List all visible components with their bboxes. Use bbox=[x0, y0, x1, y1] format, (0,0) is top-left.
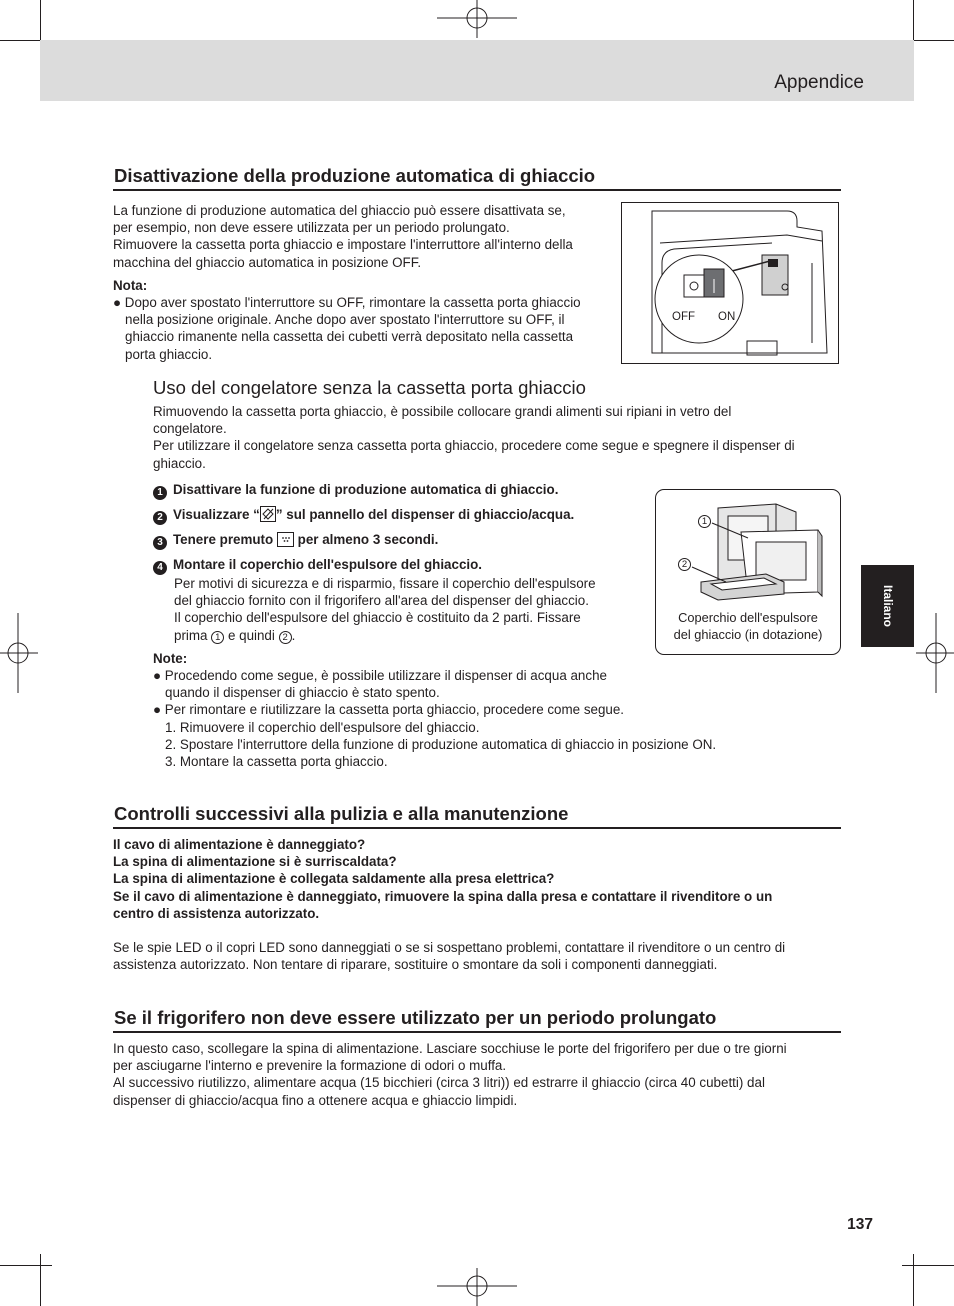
checklist bbox=[113, 836, 843, 922]
paragraph bbox=[153, 403, 843, 472]
text-line bbox=[174, 627, 643, 644]
text-line: congelatore. bbox=[153, 421, 227, 437]
step-title: Montare il coperchio dell'espulsore del ghiaccio. bbox=[173, 557, 483, 572]
step-2 bbox=[153, 506, 574, 525]
note-line: ● Per rimontare e riutilizzare la cassetta porta ghiaccio, procedere come segue. bbox=[153, 702, 625, 718]
text-fragment: . bbox=[291, 627, 296, 643]
text-line: Rimuovendo la cassetta porta ghiaccio, è possibile collocare grandi alimenti sui ripiani in vetro del bbox=[153, 404, 732, 419]
step-number: 2 bbox=[153, 511, 167, 525]
text-line: ● Dopo aver spostato l'interruttore su OFF, rimontare la cassetta porta ghiaccio bbox=[113, 295, 581, 310]
section-title: Controlli successivi alla pulizia e alla manutenzione bbox=[114, 803, 569, 824]
section-rule bbox=[113, 1031, 841, 1033]
ejector-cover-figure bbox=[655, 489, 841, 655]
registration-mark-top bbox=[437, 0, 517, 40]
language-tab-label: Italiano bbox=[880, 584, 895, 628]
step-text-pre: Visualizzare “ bbox=[173, 507, 260, 522]
paragraph bbox=[113, 939, 843, 973]
text-line: porta ghiaccio. bbox=[125, 346, 213, 362]
step-text-post: ” sul pannello del dispenser di ghiaccio/acqua. bbox=[275, 507, 575, 522]
text-line: In questo caso, scollegare la spina di alimentazione. Lasciare socchiuse le porte del frigorifero per due o tre giorni bbox=[113, 1041, 787, 1056]
text-line: Se le spie LED o il copri LED sono danneggiati o se si sospettano problemi, contattare il rivenditore o un centro di bbox=[113, 940, 786, 955]
figure-callout-1: 1 bbox=[698, 515, 711, 528]
caption-line: Coperchio dell'espulsore bbox=[678, 610, 818, 625]
note-line: quando il dispenser di ghiaccio è stato spento. bbox=[165, 685, 440, 701]
paragraph bbox=[113, 1040, 843, 1109]
step-number: 3 bbox=[153, 536, 167, 550]
page-number: 137 bbox=[847, 1216, 873, 1233]
check-line: centro di assistenza autorizzato. bbox=[113, 905, 320, 921]
section-rule bbox=[113, 827, 841, 829]
notes-label: Note: bbox=[153, 651, 188, 666]
text-line: per esempio, non deve essere utilizzata per un periodo prolungato. bbox=[113, 220, 510, 236]
text-line: macchina del ghiaccio automatica in posizione OFF. bbox=[113, 254, 422, 270]
step-3 bbox=[153, 531, 438, 550]
text-line: dispenser di ghiaccio/acqua fino a ottenere acqua e ghiaccio limpidi. bbox=[113, 1092, 518, 1108]
text-fragment: e quindi bbox=[227, 627, 275, 643]
switch-off-label: OFF bbox=[672, 311, 695, 323]
text-line: ghiaccio. bbox=[153, 455, 206, 471]
text-line: Per utilizzare il congelatore senza cassetta porta ghiaccio, procedere come segue e spegnere il dispenser di bbox=[153, 438, 795, 454]
section-label: Appendice bbox=[774, 72, 864, 93]
note-line: 2. Spostare l'interruttore della funzione di produzione automatica di ghiaccio in posizione ON. bbox=[165, 736, 717, 752]
registration-mark-bottom bbox=[437, 1266, 517, 1306]
note-line: ● Procedendo come segue, è possibile utilizzare il dispenser di acqua anche bbox=[153, 668, 607, 683]
switch-on-label: ON bbox=[718, 311, 736, 323]
section-rule bbox=[113, 189, 841, 191]
text-line: per asciugarne l'interno e prevenire la formazione di odori o muffa. bbox=[113, 1058, 507, 1074]
callout-2: 2 bbox=[279, 631, 292, 644]
notes-list bbox=[153, 667, 843, 770]
section-title: Disattivazione della produzione automatica di ghiaccio bbox=[114, 165, 596, 186]
step-number: 4 bbox=[153, 561, 167, 575]
caption-line: del ghiaccio (in dotazione) bbox=[673, 627, 823, 642]
check-line: Se il cavo di alimentazione è danneggiato, rimuovere la spina dalla presa e contattare il rivenditore o un bbox=[113, 888, 773, 904]
ice-off-icon bbox=[260, 506, 276, 522]
callout-1: 1 bbox=[211, 631, 224, 644]
registration-mark-left bbox=[0, 613, 40, 693]
text-line: Al successivo riutilizzo, alimentare acqua (15 bicchieri (circa 3 litri)) ed estrarre il ghiaccio (circa 40 cubetti) dal bbox=[113, 1075, 765, 1091]
figure-callout-2: 2 bbox=[678, 558, 691, 571]
text-line: ghiaccio rimanente nella cassetta dei cubetti verrà depositato nella cassetta bbox=[125, 329, 574, 345]
note-line: 1. Rimuovere il coperchio dell'espulsore del ghiaccio. bbox=[165, 719, 480, 735]
ice-maker-switch-figure bbox=[621, 202, 839, 364]
text-line: La funzione di produzione automatica del ghiaccio può essere disattivata se, bbox=[113, 203, 566, 218]
check-line: La spina di alimentazione è collegata saldamente alla presa elettrica? bbox=[113, 871, 555, 887]
note-line: 3. Montare la cassetta porta ghiaccio. bbox=[165, 754, 388, 770]
section-title: Se il frigorifero non deve essere utilizzato per un periodo prolungato bbox=[114, 1007, 717, 1028]
text-line: Il coperchio dell'espulsore del ghiaccio è costituito da 2 parti. Fissare bbox=[174, 610, 581, 626]
note-label: Nota: bbox=[113, 278, 148, 293]
step-text: Disattivare la funzione di produzione automatica di ghiaccio. bbox=[173, 482, 559, 497]
step-text-post: per almeno 3 secondi. bbox=[297, 532, 439, 547]
text-line: nella posizione originale. Anche dopo aver spostato l'interruttore su OFF, il bbox=[125, 312, 565, 328]
text-fragment: prima bbox=[174, 627, 208, 643]
figure-caption bbox=[656, 609, 840, 643]
step-number: 1 bbox=[153, 486, 167, 500]
dispenser-button-icon bbox=[277, 532, 294, 547]
text-line: Per motivi di sicurezza e di risparmio, fissare il coperchio dell'espulsore bbox=[174, 576, 596, 591]
note-text bbox=[113, 294, 618, 363]
check-line: Il cavo di alimentazione è danneggiato? bbox=[113, 837, 366, 852]
paragraph bbox=[113, 202, 613, 271]
text-line: Rimuovere la cassetta porta ghiaccio e impostare l'interruttore all'interno della bbox=[113, 237, 573, 253]
subsection-title: Uso del congelatore senza la cassetta porta ghiaccio bbox=[153, 377, 586, 398]
step-1 bbox=[153, 481, 558, 500]
registration-mark-right bbox=[914, 613, 954, 693]
language-tab bbox=[861, 565, 914, 647]
step-4 bbox=[153, 556, 643, 644]
check-line: La spina di alimentazione si è surriscaldata? bbox=[113, 854, 397, 870]
step-text-pre: Tenere premuto bbox=[173, 532, 274, 547]
text-line: del ghiaccio fornito con il frigorifero all'area del dispenser del ghiaccio. bbox=[174, 593, 589, 609]
text-line: assistenza autorizzato. Non tentare di riparare, sostituire o smontare da soli i componenti danneggiati. bbox=[113, 957, 718, 973]
